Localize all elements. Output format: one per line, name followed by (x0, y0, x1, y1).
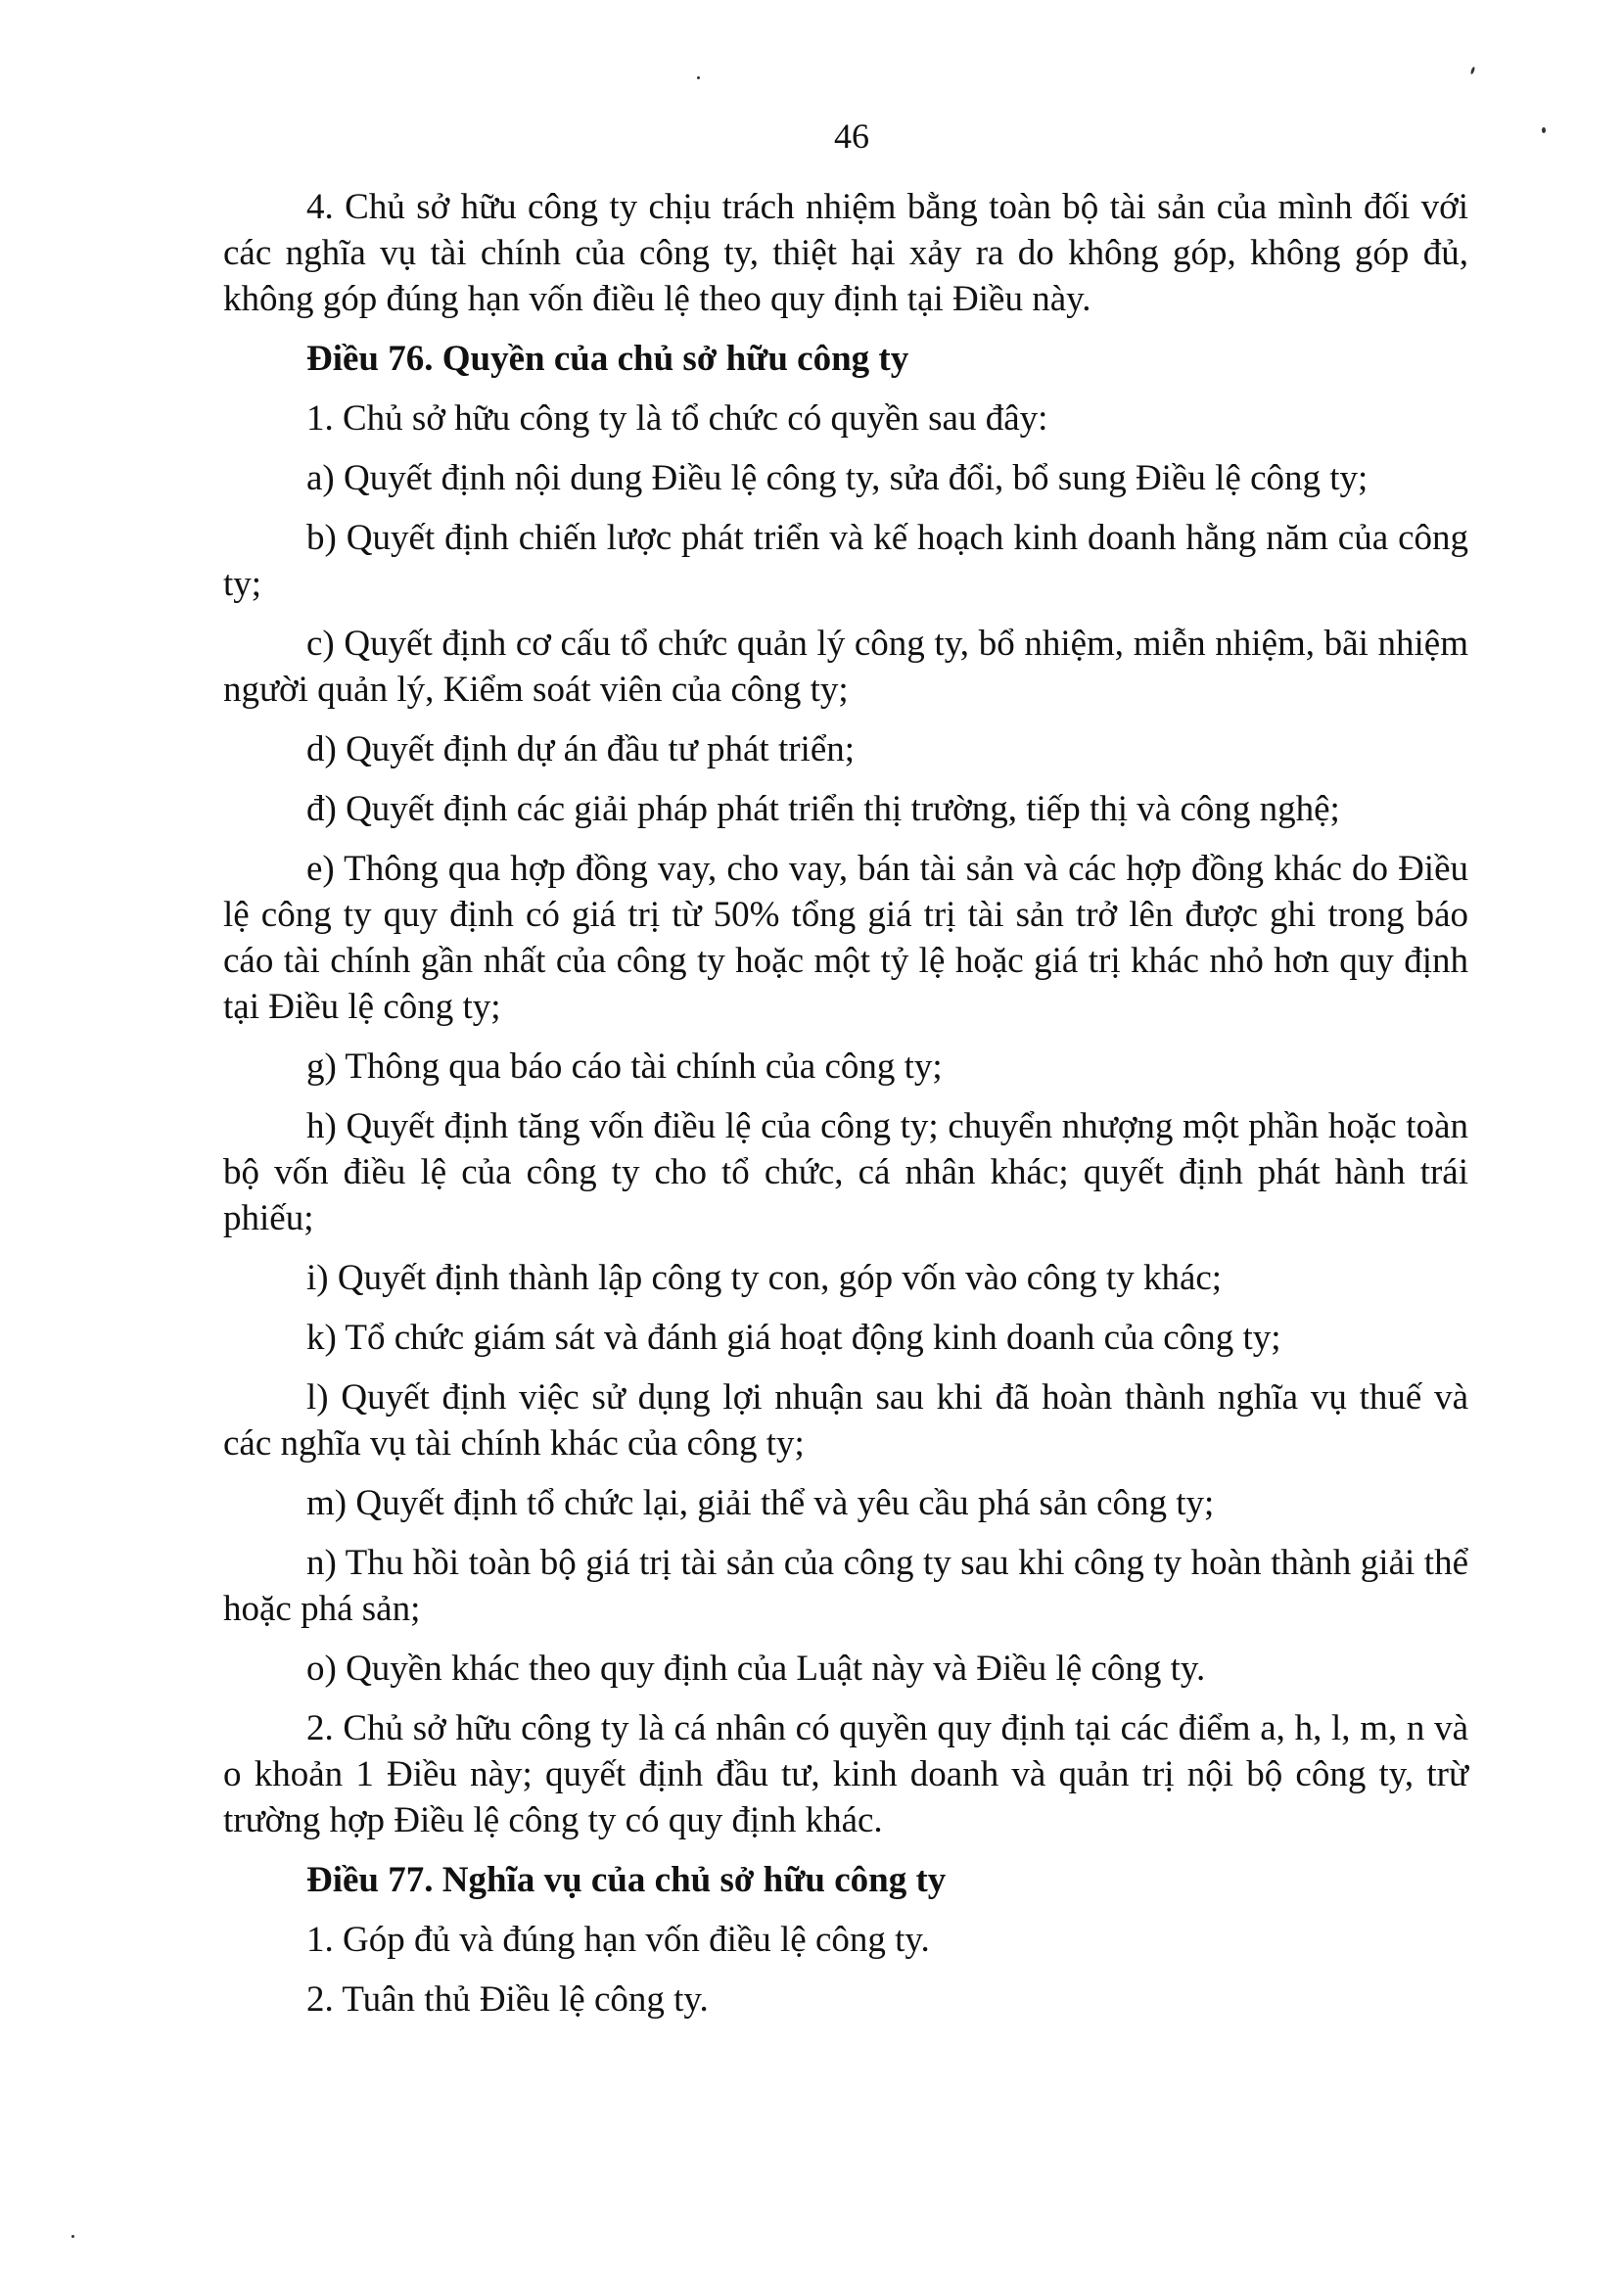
item-m: m) Quyết định tổ chức lại, giải thể và yêu cầu phá sản công ty; (306, 1483, 1215, 1523)
item-d: d) Quyết định dự án đầu tư phát triển; (306, 729, 856, 769)
paragraph-77-2: 2. Tuân thủ Điều lệ công ty. (306, 1979, 709, 2020)
item-k: k) Tổ chức giám sát và đánh giá hoạt động kinh doanh của công ty; (306, 1318, 1281, 1358)
item-o: o) Quyền khác theo quy định của Luật này và Điều lệ công ty. (306, 1649, 1206, 1689)
item-b: b) Quyết định chiến lược phát triển và kế hoạch kinh doanh hằng năm của công ty; (223, 518, 1468, 604)
document-body (223, 184, 1468, 2036)
item-dd: đ) Quyết định các giải pháp phát triển thị trường, tiếp thị và công nghệ; (306, 789, 1340, 829)
scan-speck (1470, 67, 1476, 75)
paragraph-76-1: 1. Chủ sở hữu công ty là tổ chức có quyền sau đây: (306, 398, 1048, 439)
paragraph-77-1: 1. Góp đủ và đúng hạn vốn điều lệ công ty. (306, 1920, 930, 1960)
scan-speck (1542, 127, 1546, 133)
item-c: c) Quyết định cơ cấu tổ chức quản lý công ty, bổ nhiệm, miễn nhiệm, bãi nhiệm người quản lý, Kiểm soát viên của công ty; (223, 624, 1468, 710)
article-76-heading: Điều 76. Quyền của chủ sở hữu công ty (306, 339, 909, 379)
page-number: 46 (834, 116, 869, 156)
item-a: a) Quyết định nội dung Điều lệ công ty, sửa đổi, bổ sung Điều lệ công ty; (306, 458, 1369, 498)
scan-speck (697, 76, 700, 79)
item-i: i) Quyết định thành lập công ty con, góp vốn vào công ty khác; (306, 1258, 1223, 1298)
item-h: h) Quyết định tăng vốn điều lệ của công ty; chuyển nhượng một phần hoặc toàn bộ vốn điều lệ của công ty cho tổ chức, cá nhân khác; quyết định phát hành trái phiếu; (223, 1106, 1468, 1238)
item-g: g) Thông qua báo cáo tài chính của công ty; (306, 1046, 943, 1087)
item-e: e) Thông qua hợp đồng vay, cho vay, bán tài sản và các hợp đồng khác do Điều lệ công ty quy định có giá trị từ 50% tổng giá trị tài sản trở lên được ghi trong báo cáo tài chính gần nhất của công ty hoặc một tỷ lệ hoặc giá trị khác nhỏ hơn quy định tại Điều lệ công ty; (223, 849, 1468, 1027)
item-l: l) Quyết định việc sử dụng lợi nhuận sau khi đã hoàn thành nghĩa vụ thuế và các nghĩa vụ tài chính khác của công ty; (223, 1377, 1468, 1464)
paragraph-76-2: 2. Chủ sở hữu công ty là cá nhân có quyền quy định tại các điểm a, h, l, m, n và o khoản 1 Điều này; quyết định đầu tư, kinh doanh và quản trị nội bộ công ty, trừ trường hợp Điều lệ công ty có quy định khác. (223, 1708, 1468, 1840)
article-77-heading: Điều 77. Nghĩa vụ của chủ sở hữu công ty (306, 1860, 947, 1900)
paragraph-clause-4: 4. Chủ sở hữu công ty chịu trách nhiệm bằng toàn bộ tài sản của mình đối với các nghĩa vụ tài chính của công ty, thiệt hại xảy ra do không góp, không góp đủ, không góp đúng hạn vốn điều lệ theo quy định tại Điều này. (223, 187, 1468, 319)
item-n: n) Thu hồi toàn bộ giá trị tài sản của công ty sau khi công ty hoàn thành giải thể hoặc phá sản; (223, 1543, 1468, 1629)
scan-speck (71, 2235, 74, 2238)
